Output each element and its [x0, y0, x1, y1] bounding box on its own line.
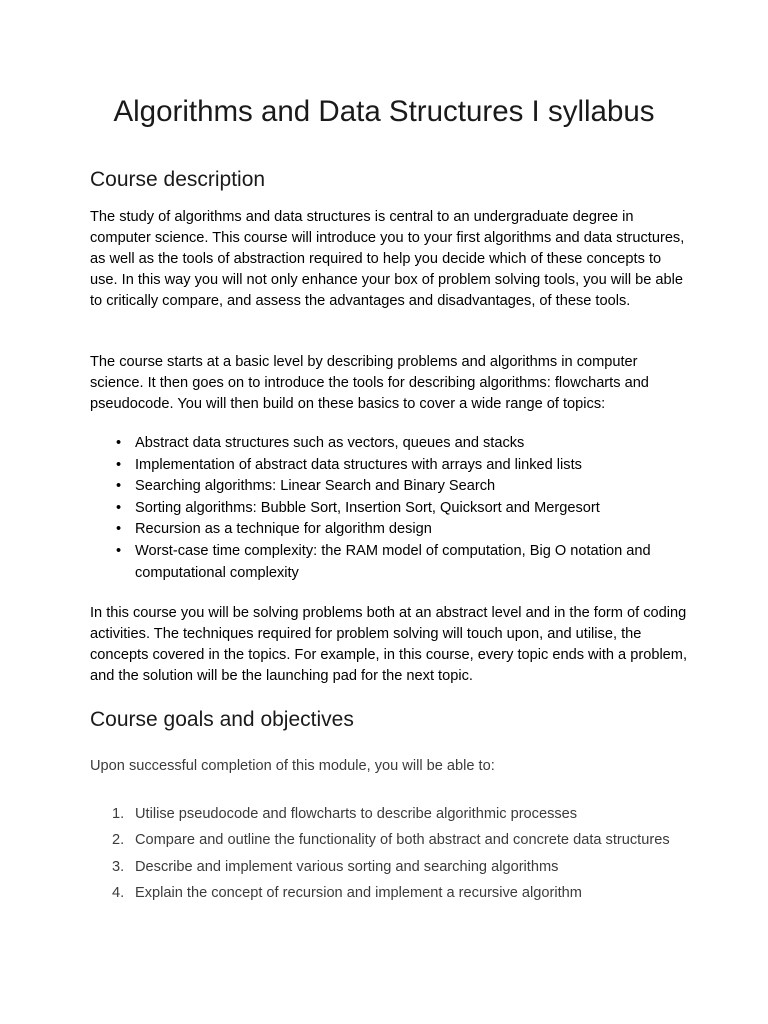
list-item: • Abstract data structures such as vectors, queues and stacks [90, 433, 690, 455]
list-item: 2. Compare and outline the functionality of both abstract and concrete data structures [112, 832, 670, 849]
paragraph-course-start: The course starts at a basic level by describing problems and algorithms in computer science. It then goes on to introduce the tools for describing algorithms: flowcharts and pseudocode. You will then build on these basics to cover a wide range of topics: [90, 354, 649, 412]
list-item: 1. Utilise pseudocode and flowcharts to describe algorithmic processes [112, 806, 578, 822]
topics-list [90, 433, 690, 584]
document-title: Algorithms and Data Structures I syllabus [113, 95, 655, 128]
bullet-icon: • [116, 435, 122, 451]
bullet-icon: • [116, 456, 122, 473]
bullet-icon: • [116, 542, 122, 559]
paragraph-intro: The study of algorithms and data structures is central to an undergraduate degree in computer science. This course will introduce you to your first algorithms and data structures, as well as the tools of abstraction required to help you decide which of these concepts to use. In this way you will not only enhance your box of problem solving tools, you will be able to critically compare, and assess the advantages and disadvantages, of these tools. [90, 209, 685, 309]
list-item: 3. Describe and implement various sorting and searching algorithms [112, 858, 559, 875]
bullet-icon: • [116, 521, 122, 538]
goals-intro: Upon successful completion of this module, you will be able to: [90, 758, 495, 774]
bullet-icon: • [116, 499, 122, 516]
heading-course-goals: Course goals and objectives [90, 708, 354, 731]
list-item: • Searching algorithms: Linear Search and Binary Search [90, 476, 690, 498]
list-item: • Recursion as a technique for algorithm design [90, 519, 690, 541]
bullet-icon: • [116, 478, 122, 495]
list-item: • Implementation of abstract data structures with arrays and linked lists [90, 455, 690, 477]
objectives-list [90, 801, 690, 907]
list-item: 4. Explain the concept of recursion and implement a recursive algorithm [112, 885, 582, 902]
list-item: • Sorting algorithms: Bubble Sort, Insertion Sort, Quicksort and Mergesort [90, 498, 690, 520]
list-item: • Worst-case time complexity: the RAM model of computation, Big O notation and computational complexity [116, 542, 651, 581]
paragraph-problem-solving: In this course you will be solving problems both at an abstract level and in the form of coding activities. The techniques required for problem solving will touch upon, and utilise, the concepts covered in the topics. For example, in this course, every topic ends with a problem, and the solution will be the launching pad for the next topic. [90, 605, 688, 684]
heading-course-description: Course description [90, 168, 266, 191]
